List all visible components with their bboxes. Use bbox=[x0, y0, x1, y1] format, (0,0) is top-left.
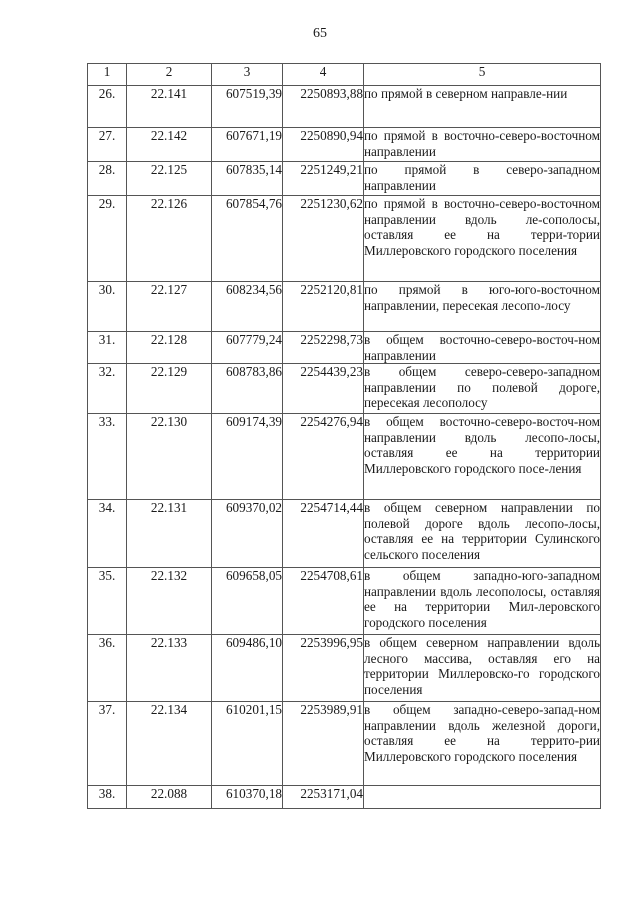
header-col-5: 5 bbox=[364, 64, 601, 86]
boundary-coordinates-table bbox=[87, 63, 601, 809]
x-coordinate: 610370,18 bbox=[212, 786, 283, 809]
y-coordinate: 2253996,95 bbox=[283, 635, 364, 702]
table-row bbox=[88, 786, 601, 809]
x-coordinate: 607671,19 bbox=[212, 128, 283, 162]
row-number: 36. bbox=[88, 635, 127, 702]
direction-description: по прямой в восточно-северо-восточном направлении вдоль ле-сополосы, оставляя ее на терри-тории Миллеровского городского поселения bbox=[364, 196, 601, 282]
table-row bbox=[88, 364, 601, 414]
table-row bbox=[88, 162, 601, 196]
table-row bbox=[88, 332, 601, 364]
row-number: 29. bbox=[88, 196, 127, 282]
y-coordinate: 2254714,44 bbox=[283, 500, 364, 568]
point-id: 22.088 bbox=[127, 786, 212, 809]
y-coordinate: 2253171,04 bbox=[283, 786, 364, 809]
y-coordinate: 2254708,61 bbox=[283, 568, 364, 635]
y-coordinate: 2252120,81 bbox=[283, 282, 364, 332]
row-number: 35. bbox=[88, 568, 127, 635]
direction-description: в общем восточно-северо-восточ-ном направлении bbox=[364, 332, 600, 363]
direction-description: в общем западно-юго-западном направлении вдоль лесополосы, оставляя ее на территории Мил-леровского городского поселения bbox=[364, 568, 601, 635]
table-row bbox=[88, 635, 601, 702]
row-number: 27. bbox=[88, 128, 127, 162]
table-row bbox=[88, 702, 601, 786]
table-row bbox=[88, 500, 601, 568]
y-coordinate: 2252298,73 bbox=[283, 332, 364, 364]
header-col-2: 2 bbox=[127, 64, 212, 86]
header-col-4: 4 bbox=[283, 64, 364, 86]
point-id: 22.125 bbox=[127, 162, 212, 196]
row-number: 33. bbox=[88, 414, 127, 500]
point-id: 22.131 bbox=[127, 500, 212, 568]
point-id: 22.132 bbox=[127, 568, 212, 635]
table-row bbox=[88, 568, 601, 635]
point-id: 22.127 bbox=[127, 282, 212, 332]
x-coordinate: 607779,24 bbox=[212, 332, 283, 364]
header-col-3: 3 bbox=[212, 64, 283, 86]
direction-description: в общем западно-северо-запад-ном направлении вдоль железной дороги, оставляя ее на террито-рии Миллеровского городского поселения bbox=[364, 702, 601, 786]
x-coordinate: 607835,14 bbox=[212, 162, 283, 196]
row-number: 26. bbox=[88, 86, 127, 128]
x-coordinate: 608234,56 bbox=[212, 282, 283, 332]
point-id: 22.133 bbox=[127, 635, 212, 702]
page-number: 65 bbox=[313, 26, 327, 41]
point-id: 22.128 bbox=[127, 332, 212, 364]
row-number: 38. bbox=[88, 786, 127, 809]
row-number: 37. bbox=[88, 702, 127, 786]
point-id: 22.134 bbox=[127, 702, 212, 786]
direction-description: в общем северном направлении вдоль лесного массива, оставляя его на территории Миллеровско-го городского поселения bbox=[364, 635, 601, 702]
point-id: 22.142 bbox=[127, 128, 212, 162]
direction-description: по прямой в юго-юго-восточном направлении, пересекая лесопо-лосу bbox=[364, 282, 601, 332]
table-row bbox=[88, 414, 601, 500]
y-coordinate: 2251249,21 bbox=[283, 162, 364, 196]
x-coordinate: 609486,10 bbox=[212, 635, 283, 702]
y-coordinate: 2253989,91 bbox=[283, 702, 364, 786]
x-coordinate: 607519,39 bbox=[212, 86, 283, 128]
direction-description: по прямой в восточно-северо-восточном направлении bbox=[364, 128, 601, 162]
x-coordinate: 610201,15 bbox=[212, 702, 283, 786]
x-coordinate: 609658,05 bbox=[212, 568, 283, 635]
x-coordinate: 609370,02 bbox=[212, 500, 283, 568]
point-id: 22.126 bbox=[127, 196, 212, 282]
direction-description: в общем северо-северо-западном направлении по полевой дороге, пересекая лесополосу bbox=[364, 364, 601, 414]
direction-description: по прямой в северном направле-нии bbox=[364, 86, 601, 128]
y-coordinate: 2250893,88 bbox=[283, 86, 364, 128]
y-coordinate: 2254439,23 bbox=[283, 364, 364, 414]
y-coordinate: 2250890,94 bbox=[283, 128, 364, 162]
direction-description: в общем восточно-северо-восточ-ном направлении вдоль лесопо-лосы, оставляя ее на территории Миллеровского городского посе-ления bbox=[364, 414, 601, 500]
table-body bbox=[88, 86, 601, 809]
x-coordinate: 609174,39 bbox=[212, 414, 283, 500]
point-id: 22.141 bbox=[127, 86, 212, 128]
row-number: 34. bbox=[88, 500, 127, 568]
table-row bbox=[88, 86, 601, 128]
row-number: 31. bbox=[88, 332, 127, 364]
row-number: 28. bbox=[88, 162, 127, 196]
table-row bbox=[88, 196, 601, 282]
table-row bbox=[88, 128, 601, 162]
table-row bbox=[88, 282, 601, 332]
y-coordinate: 2251230,62 bbox=[283, 196, 364, 282]
direction-description bbox=[364, 786, 601, 809]
point-id: 22.130 bbox=[127, 414, 212, 500]
y-coordinate: 2254276,94 bbox=[283, 414, 364, 500]
row-number: 30. bbox=[88, 282, 127, 332]
row-number: 32. bbox=[88, 364, 127, 414]
table-header-row bbox=[88, 64, 601, 86]
direction-description: по прямой в северо-западном направлении bbox=[364, 162, 601, 196]
header-col-1: 1 bbox=[88, 64, 127, 86]
direction-description: в общем северном направлении по полевой дороге вдоль лесопо-лосы, оставляя ее на территории Сулинского сельского поселения bbox=[364, 500, 601, 568]
x-coordinate: 608783,86 bbox=[212, 364, 283, 414]
point-id: 22.129 bbox=[127, 364, 212, 414]
x-coordinate: 607854,76 bbox=[212, 196, 283, 282]
